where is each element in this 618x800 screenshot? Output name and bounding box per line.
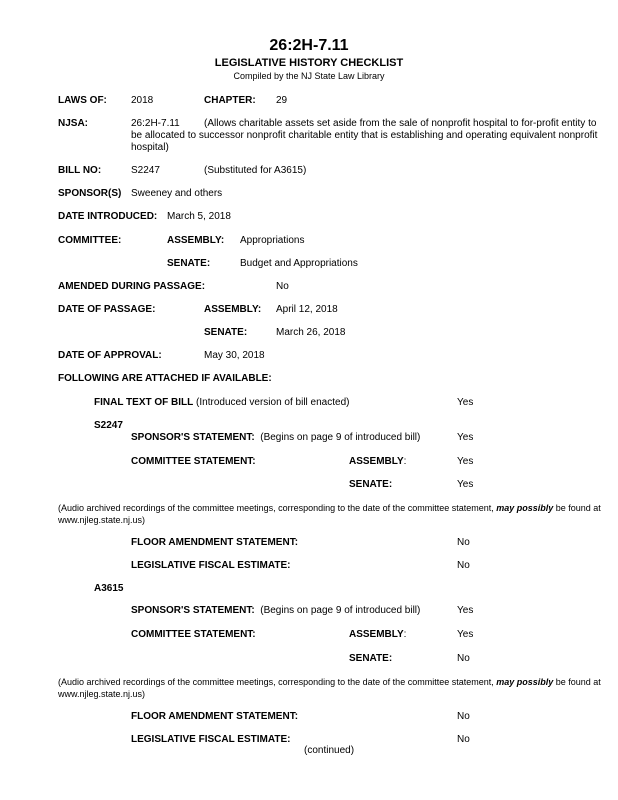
committee-senate-value: Budget and Appropriations [240, 258, 358, 269]
passage-assembly-value: April 12, 2018 [276, 304, 338, 315]
a3615-fiscal-label: LEGISLATIVE FISCAL ESTIMATE: [131, 734, 291, 745]
s2247-floor-label: FLOOR AMENDMENT STATEMENT: [131, 537, 299, 548]
date-introduced-label: DATE INTRODUCED: [58, 211, 158, 222]
bill-no-label: BILL NO: [58, 165, 102, 176]
s2247-assembly-row [349, 456, 406, 467]
s2247-assembly-label: ASSEMBLY [349, 456, 404, 467]
bill-no-note: (Substituted for A3615) [204, 165, 307, 176]
continued-note: (continued) [304, 745, 355, 756]
final-text-label: FINAL TEXT OF BILL [94, 397, 194, 408]
attached-heading: FOLLOWING ARE ATTACHED IF AVAILABLE: [58, 373, 272, 384]
a3615-audio-note-a: (Audio archived recordings of the committee meetings, corresponding to the date of the committee statement, [58, 677, 497, 687]
passage-senate-value: March 26, 2018 [276, 327, 346, 338]
chapter-label: CHAPTER: [204, 95, 256, 106]
a3615-fiscal-value: No [457, 734, 470, 745]
s2247-sponsor-stmt-row [131, 432, 420, 443]
s2247-audio-note-b: be found at www.njleg.state.nj.us) [58, 503, 601, 525]
s2247-fiscal-value: No [457, 560, 470, 571]
s2247-audio-note-em: may possibly [496, 503, 554, 513]
s2247-fiscal-label: LEGISLATIVE FISCAL ESTIMATE: [131, 560, 291, 571]
a3615-audio-note-b: be found at www.njleg.state.nj.us) [58, 677, 601, 699]
approval-label: DATE OF APPROVAL: [58, 350, 162, 361]
s2247-assembly-value: Yes [457, 456, 474, 467]
a3615-assembly-value: Yes [457, 629, 474, 640]
a3615-committee-stmt-label: COMMITTEE STATEMENT: [131, 629, 256, 640]
committee-label: COMMITTEE: [58, 235, 122, 246]
njsa-label: NJSA: [58, 118, 89, 129]
passage-label: DATE OF PASSAGE: [58, 304, 156, 315]
a3615-assembly-row [349, 629, 406, 640]
amended-value: No [276, 281, 289, 292]
chapter-value: 29 [276, 95, 288, 106]
s2247-senate-value: Yes [457, 479, 474, 490]
s2247-assembly-colon: : [403, 456, 407, 467]
s2247-committee-stmt-label: COMMITTEE STATEMENT: [131, 456, 256, 467]
final-text-row [94, 397, 349, 408]
a3615-audio-note-em: may possibly [496, 677, 554, 687]
committee-senate-label: SENATE: [167, 258, 211, 269]
s2247-floor-value: No [457, 537, 470, 548]
a3615-sponsor-stmt-note: (Begins on page 9 of introduced bill) [260, 605, 421, 616]
committee-assembly-label: ASSEMBLY: [167, 235, 225, 246]
a3615-sponsor-stmt-value: Yes [457, 605, 474, 616]
s2247-sponsor-stmt-label: SPONSOR'S STATEMENT: [131, 432, 255, 443]
date-introduced-value: March 5, 2018 [167, 211, 231, 222]
sponsors-value: Sweeney and others [131, 188, 223, 199]
passage-senate-label: SENATE: [204, 327, 248, 338]
approval-value: May 30, 2018 [204, 350, 265, 361]
amended-label: AMENDED DURING PASSAGE: [58, 281, 206, 292]
s2247-senate-label: SENATE: [349, 479, 393, 490]
a3615-sponsor-stmt-label: SPONSOR'S STATEMENT: [131, 605, 255, 616]
a3615-floor-value: No [457, 711, 470, 722]
page-subtitle: LEGISLATIVE HISTORY CHECKLIST [214, 57, 404, 69]
s2247-heading: S2247 [94, 420, 123, 431]
committee-assembly-value: Appropriations [240, 235, 305, 246]
a3615-senate-value: No [457, 653, 470, 664]
passage-assembly-label: ASSEMBLY: [204, 304, 262, 315]
s2247-sponsor-stmt-value: Yes [457, 432, 474, 443]
njsa-description: (Allows charitable assets set aside from the sale of nonprofit hospital to for-profit entity to be allocated to successor nonprofit charitable entity that is establishing and operating equivalent nonprofit hospital) [131, 118, 598, 153]
a3615-senate-label: SENATE: [349, 653, 393, 664]
laws-of-label: LAWS OF: [58, 95, 107, 106]
compiled-by: Compiled by the NJ State Law Library [233, 71, 385, 81]
page-title: 26:2H-7.11 [269, 37, 349, 54]
a3615-assembly-label: ASSEMBLY [349, 629, 404, 640]
a3615-floor-label: FLOOR AMENDMENT STATEMENT: [131, 711, 299, 722]
final-text-note: (Introduced version of bill enacted) [196, 397, 350, 408]
njsa-value: 26:2H-7.11 [131, 118, 180, 129]
bill-no-value: S2247 [131, 165, 160, 176]
s2247-audio-note-a: (Audio archived recordings of the committee meetings, corresponding to the date of the committee statement, [58, 503, 497, 513]
a3615-heading: A3615 [94, 583, 124, 594]
sponsors-label: SPONSOR(S) [58, 188, 122, 199]
laws-of-value: 2018 [131, 95, 154, 106]
a3615-sponsor-stmt-row [131, 605, 420, 616]
a3615-audio-note [58, 676, 603, 700]
s2247-sponsor-stmt-note: (Begins on page 9 of introduced bill) [260, 432, 421, 443]
a3615-assembly-colon: : [403, 629, 407, 640]
s2247-audio-note [58, 502, 603, 526]
final-text-value: Yes [457, 397, 474, 408]
